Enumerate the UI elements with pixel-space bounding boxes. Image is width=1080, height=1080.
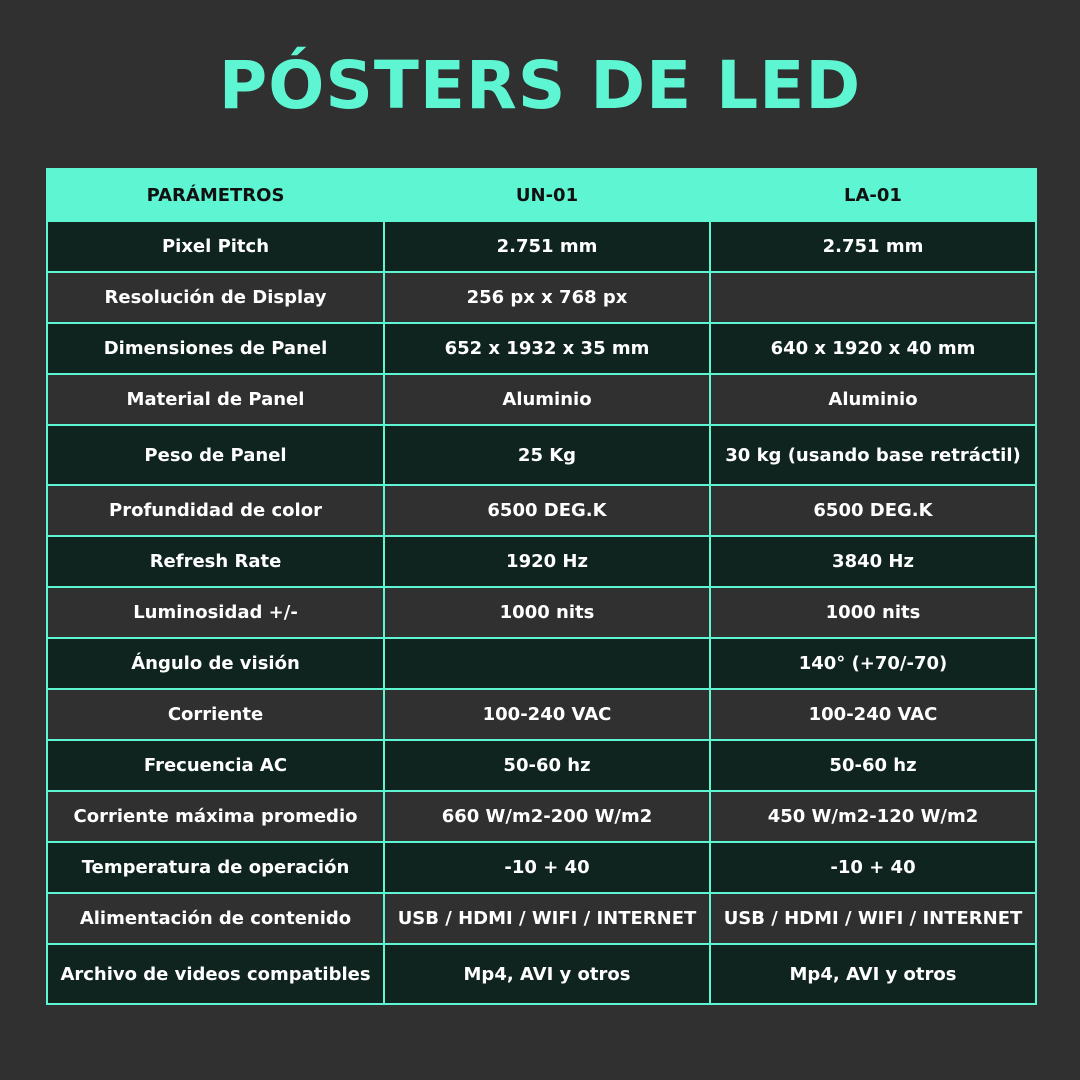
table-row — [47, 374, 1036, 425]
table-row — [47, 272, 1036, 323]
table-row — [47, 638, 1036, 689]
un-01-cell: 1000 nits — [384, 587, 710, 638]
la-01-cell: 640 x 1920 x 40 mm — [710, 323, 1036, 374]
header-la-01: LA-01 — [710, 169, 1036, 221]
param-cell: Pixel Pitch — [47, 221, 384, 272]
table-row — [47, 323, 1036, 374]
header-un-01: UN-01 — [384, 169, 710, 221]
la-01-cell: -10 + 40 — [710, 842, 1036, 893]
param-cell: Dimensiones de Panel — [47, 323, 384, 374]
table-row — [47, 740, 1036, 791]
la-01-cell: 1000 nits — [710, 587, 1036, 638]
param-cell: Refresh Rate — [47, 536, 384, 587]
param-cell: Corriente — [47, 689, 384, 740]
la-01-cell: 2.751 mm — [710, 221, 1036, 272]
un-01-cell: Aluminio — [384, 374, 710, 425]
un-01-cell: 652 x 1932 x 35 mm — [384, 323, 710, 374]
param-cell: Profundidad de color — [47, 485, 384, 536]
un-01-cell: 1920 Hz — [384, 536, 710, 587]
param-cell: Resolución de Display — [47, 272, 384, 323]
param-cell: Corriente máxima promedio — [47, 791, 384, 842]
param-cell: Ángulo de visión — [47, 638, 384, 689]
table-row — [47, 791, 1036, 842]
un-01-cell — [384, 638, 710, 689]
un-01-cell: -10 + 40 — [384, 842, 710, 893]
un-01-cell: 25 Kg — [384, 425, 710, 485]
table-row — [47, 944, 1036, 1004]
table-row — [47, 689, 1036, 740]
un-01-cell: 100-240 VAC — [384, 689, 710, 740]
la-01-cell: 100-240 VAC — [710, 689, 1036, 740]
un-01-cell: Mp4, AVI y otros — [384, 944, 710, 1004]
table-row — [47, 425, 1036, 485]
specs-table — [46, 168, 1037, 1005]
header-parametros: PARÁMETROS — [47, 169, 384, 221]
param-cell: Frecuencia AC — [47, 740, 384, 791]
table-row — [47, 221, 1036, 272]
page-title: PÓSTERS DE LED — [218, 47, 862, 124]
param-cell: Luminosidad +/- — [47, 587, 384, 638]
param-cell: Archivo de videos compatibles — [47, 944, 384, 1004]
un-01-cell: 50-60 hz — [384, 740, 710, 791]
la-01-cell: USB / HDMI / WIFI / INTERNET — [710, 893, 1036, 944]
la-01-cell: 450 W/m2-120 W/m2 — [710, 791, 1036, 842]
table-header-row — [47, 169, 1036, 221]
un-01-cell: 660 W/m2-200 W/m2 — [384, 791, 710, 842]
table-row — [47, 893, 1036, 944]
param-cell: Peso de Panel — [47, 425, 384, 485]
un-01-cell: 256 px x 768 px — [384, 272, 710, 323]
param-cell: Material de Panel — [47, 374, 384, 425]
un-01-cell: 2.751 mm — [384, 221, 710, 272]
table-row — [47, 587, 1036, 638]
table-row — [47, 842, 1036, 893]
un-01-cell: 6500 DEG.K — [384, 485, 710, 536]
la-01-cell: Mp4, AVI y otros — [710, 944, 1036, 1004]
la-01-cell: Aluminio — [710, 374, 1036, 425]
la-01-cell — [710, 272, 1036, 323]
la-01-cell: 3840 Hz — [710, 536, 1036, 587]
table-row — [47, 485, 1036, 536]
param-cell: Alimentación de contenido — [47, 893, 384, 944]
la-01-cell: 6500 DEG.K — [710, 485, 1036, 536]
un-01-cell: USB / HDMI / WIFI / INTERNET — [384, 893, 710, 944]
param-cell: Temperatura de operación — [47, 842, 384, 893]
la-01-cell: 30 kg (usando base retráctil) — [710, 425, 1036, 485]
table-row — [47, 536, 1036, 587]
la-01-cell: 140° (+70/-70) — [710, 638, 1036, 689]
la-01-cell: 50-60 hz — [710, 740, 1036, 791]
